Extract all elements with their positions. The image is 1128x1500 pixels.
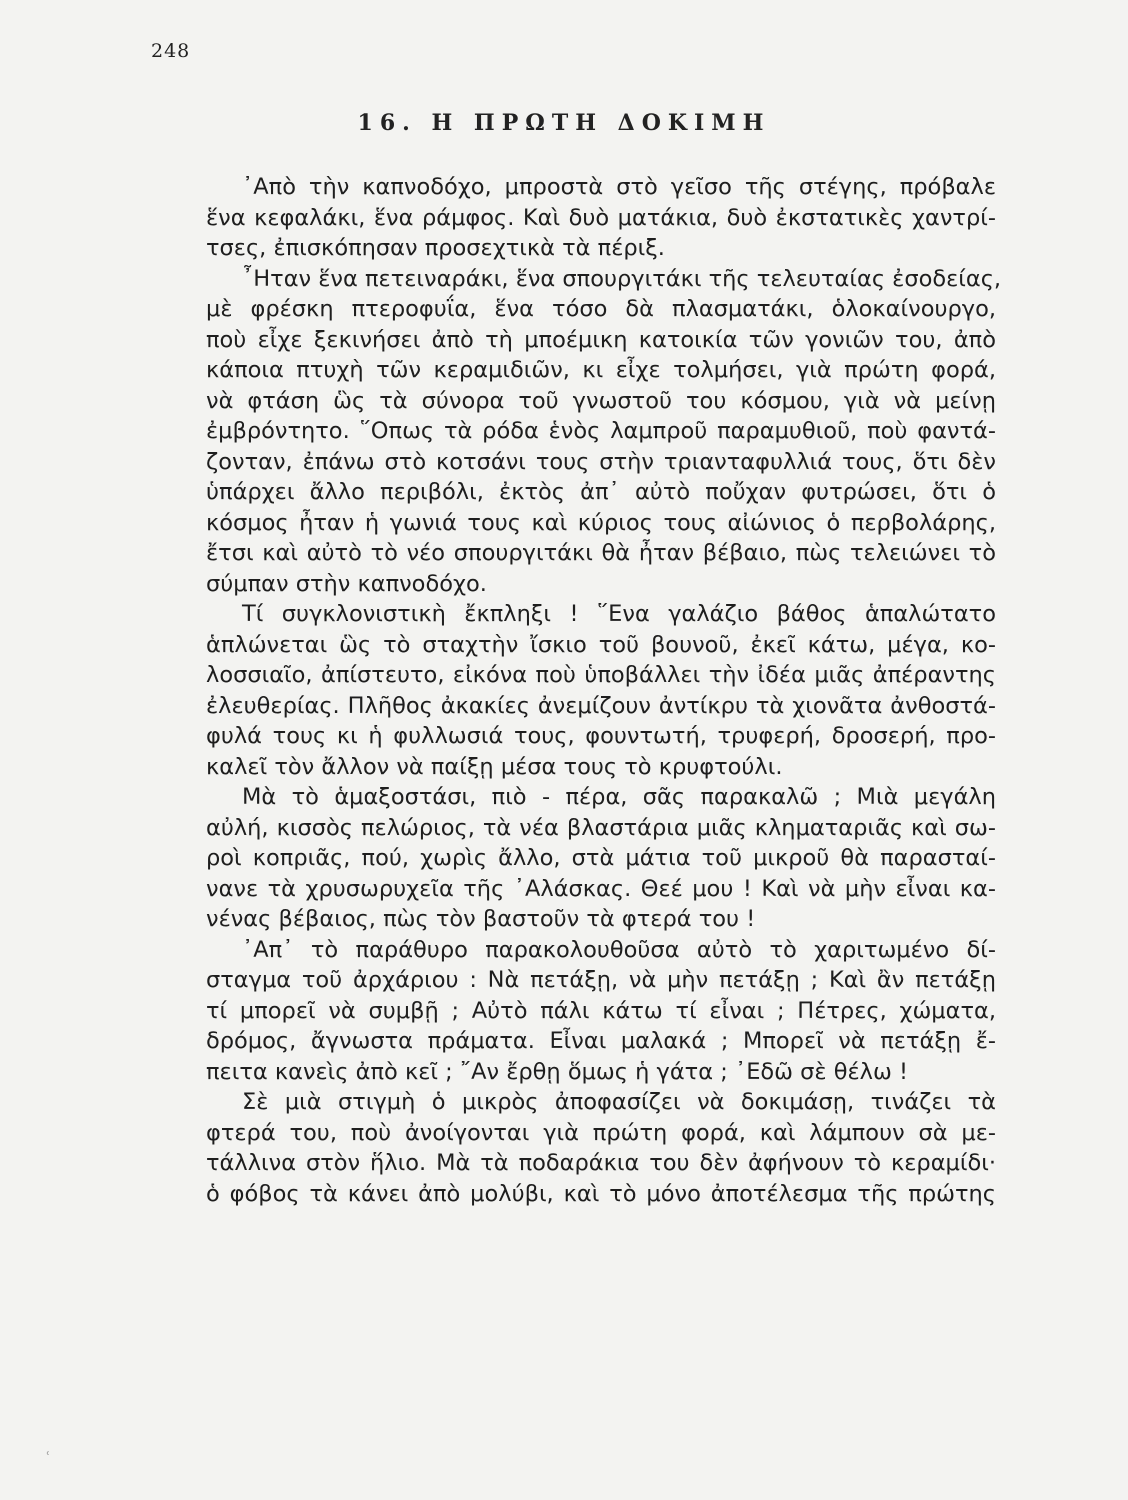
text-line: νὰ φτάση ὣς τὰ σύνορα τοῦ γνωστοῦ του κόσμου, γιὰ νὰ μείνῃ	[206, 387, 996, 414]
text-line: ποὺ εἶχε ξεκινήσει ἀπὸ τὴ μποέμικη κατοικία τῶν γονιῶν του, ἀπὸ	[206, 326, 996, 353]
text-line: ᾿Απ᾿ τὸ παράθυρο παρακολουθοῦσα αὐτὸ τὸ χαριτωμένο δί-	[242, 936, 996, 963]
text-line: ζονταν, ἐπάνω στὸ κοτσάνι τους στὴν τριανταφυλλιά τους, ὅτι δὲν	[206, 448, 996, 475]
paragraph	[206, 935, 996, 1088]
paragraph	[206, 264, 1002, 600]
text-line: λοσσιαῖο, ἀπίστευτο, εἰκόνα ποὺ ὑποβάλλει τὴν ἰδέα μιᾶς ἀπέραντης	[206, 662, 996, 688]
text-line: σταγμα τοῦ ἀρχάριου : Νὰ πετάξῃ, νὰ μὴν πετάξῃ ; Καὶ ἂν πετάξῃ	[206, 967, 996, 993]
text-line: τάλλινα στὸν ἥλιο. Μὰ τὰ ποδαράκια του δὲν ἀφήνουν τὸ κεραμίδι·	[206, 1150, 996, 1176]
body-text	[206, 172, 1002, 1209]
text-line: μὲ φρέσκη πτεροφυΐα, ἕνα τόσο δὰ πλασματάκι, ὁλοκαίνουργο,	[206, 296, 996, 322]
paragraph	[206, 782, 996, 935]
paragraph	[206, 1087, 996, 1209]
paragraph	[206, 172, 996, 264]
text-line: Σὲ μιὰ στιγμὴ ὁ μικρὸς ἀποφασίζει νὰ δοκιμάσῃ, τινάζει τὰ	[242, 1089, 996, 1115]
text-line: ὑπάρχει ἄλλο περιβόλι, ἐκτὸς ἀπ᾿ αὐτὸ ποὔχαν φυτρώσει, ὅτι ὁ	[206, 479, 996, 505]
text-line: σύμπαν στὴν καπνοδόχο.	[206, 570, 487, 597]
text-line: ἐλευθερίας. Πλῆθος ἀκακίες ἀνεμίζουν ἀντίκρυ τὰ χιονᾶτα ἀνθοστά-	[206, 692, 996, 719]
text-line: ὁ φόβος τὰ κάνει ἀπὸ μολύβι, καὶ τὸ μόνο ἀποτέλεσμα τῆς πρώτης	[206, 1180, 996, 1207]
text-line: φυλά τους κι ἡ φυλλωσιά τους, φουντωτή, τρυφερή, δροσερή, προ-	[206, 723, 996, 749]
text-line: δρόμος, ἄγνωστα πράματα. Εἶναι μαλακά ; Μπορεῖ νὰ πετάξῃ ἔ-	[206, 1028, 996, 1054]
text-line: νανε τὰ χρυσωρυχεῖα τῆς ᾿Αλάσκας. Θεέ μου ! Καὶ νὰ μὴν εἶναι κα-	[206, 875, 996, 902]
text-line: ῏Ηταν ἕνα πετειναράκι, ἕνα σπουργιτάκι τῆς τελευταίας ἐσοδείας,	[242, 265, 1002, 292]
text-line: τσες, ἐπισκόπησαν προσεχτικὰ τὰ πέριξ.	[206, 235, 665, 261]
text-line: κάποια πτυχὴ τῶν κεραμιδιῶν, κι εἶχε τολμήσει, γιὰ πρώτη φορά,	[206, 357, 996, 383]
text-line: κόσμος ἦταν ἡ γωνιά τους καὶ κύριος τους αἰώνιος ὁ περβολάρης,	[206, 509, 996, 536]
text-line: νένας βέβαιος, πὼς τὸν βαστοῦν τὰ φτερά του !	[206, 906, 756, 932]
paragraph	[206, 599, 996, 782]
chapter-title: 16. Η ΠΡΩΤΗ ΔΟΚΙΜΗ	[357, 110, 771, 136]
margin-mark: ʿ	[46, 1450, 51, 1466]
text-line: ἕνα κεφαλάκι, ἕνα ράμφος. Καὶ δυὸ ματάκια, δυὸ ἐκστατικὲς χαντρί-	[206, 204, 996, 231]
text-line: Τί συγκλονιστικὴ ἔκπληξι ! ῞Ενα γαλάζιο βάθος ἁπαλώτατο	[242, 601, 996, 627]
text-line: καλεῖ τὸν ἄλλον νὰ παίξῃ μέσα τους τὸ κρυφτούλι.	[206, 753, 783, 780]
text-line: πειτα κανεὶς ἀπὸ κεῖ ; ῎Αν ἔρθῃ ὅμως ἡ γάτα ; ᾿Εδῶ σὲ θέλω !	[206, 1058, 909, 1085]
page-number: 248	[151, 40, 191, 62]
text-line: ἐμβρόντητο. ῞Οπως τὰ ρόδα ἑνὸς λαμπροῦ παραμυθιοῦ, ποὺ φαντά-	[206, 418, 996, 444]
text-line: φτερά του, ποὺ ἀνοίγονται γιὰ πρώτη φορά, καὶ λάμπουν σὰ με-	[206, 1119, 996, 1146]
text-line: ᾿Απὸ τὴν καπνοδόχο, μπροστὰ στὸ γεῖσο τῆς στέγης, πρόβαλε	[242, 174, 996, 200]
text-line: ἁπλώνεται ὣς τὸ σταχτὴν ἴσκιο τοῦ βουνοῦ, ἐκεῖ κάτω, μέγα, κο-	[206, 631, 996, 658]
text-line: ἔτσι καὶ αὐτὸ τὸ νέο σπουργιτάκι θὰ ἦταν βέβαιο, πὼς τελειώνει τὸ	[206, 540, 996, 566]
text-line: αὐλή, κισσὸς πελώριος, τὰ νέα βλαστάρια μιᾶς κληματαριᾶς καὶ σω-	[206, 814, 996, 841]
text-line: Μὰ τὸ ἁμαξοστάσι, πιὸ - πέρα, σᾶς παρακαλῶ ; Μιὰ μεγάλη	[242, 784, 996, 810]
text-line: ροὶ κοπριᾶς, πού, χωρὶς ἄλλο, στὰ μάτια τοῦ μικροῦ θὰ παρασταί-	[206, 845, 996, 871]
text-line: τί μπορεῖ νὰ συμβῇ ; Αὐτὸ πάλι κάτω τί εἶναι ; Πέτρες, χώματα,	[206, 997, 996, 1024]
